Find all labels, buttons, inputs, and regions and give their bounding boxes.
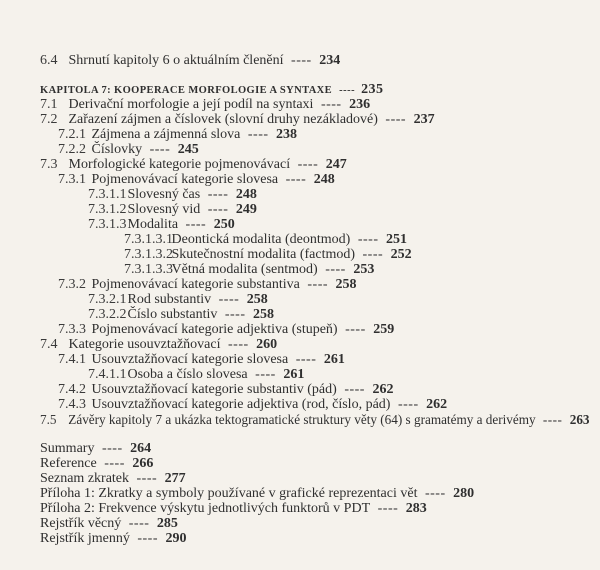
dot-leader: ----: [101, 441, 123, 456]
page-number: 262: [426, 397, 448, 412]
dot-leader: ----: [247, 127, 269, 142]
section-title: Reference: [40, 456, 97, 471]
toc-entry-7-3-1-3: 7.3.1.3 Modalita ---- 250: [88, 217, 235, 232]
toc-entry-7-3: 7.3 Morfologické kategorie pojmenovávací ---- 247: [40, 157, 347, 172]
page-number: 236: [349, 97, 371, 112]
dot-leader: ----: [344, 382, 365, 397]
section-title: Rejstřík věcný: [40, 516, 122, 531]
section-title: Usouvztažňovací kategorie substantiv (pád): [91, 382, 337, 397]
section-title: Deontická modalita (deontmod): [171, 232, 351, 247]
page-number: 263: [569, 412, 590, 427]
section-title: Zařazení zájmen a číslovek (slovní druhy nezákladové): [68, 112, 378, 127]
section-title: Číslovky: [91, 142, 143, 157]
section-title: Větná modalita (sentmod): [171, 262, 318, 277]
dot-leader: ----: [218, 292, 240, 307]
toc-entry-7-4-3: 7.4.3 Usouvztažňovací kategorie adjektiva (rod, číslo, pád) ---- 262: [58, 397, 448, 412]
dot-leader: ----: [291, 53, 312, 68]
dot-leader: ----: [325, 262, 346, 277]
page-number: 258: [246, 292, 268, 307]
page-number: 248: [313, 172, 335, 187]
page-number: 238: [276, 127, 298, 142]
toc-entry-7-2-1: 7.2.1 Zájmena a zájmenná slova ---- 238: [58, 127, 298, 142]
section-title: Pojmenovávací kategorie adjektiva (stupeň): [91, 322, 338, 337]
dot-leader: ----: [128, 516, 150, 531]
toc-entry-7-2: 7.2 Zařazení zájmen a číslovek (slovní druhy nezákladové) ---- 237: [40, 112, 435, 127]
section-title: Skutečnostní modalita (factmod): [171, 247, 356, 262]
dot-leader: ----: [297, 157, 319, 172]
toc-entry-7-3-2-2: 7.3.2.2 Číslo substantiv ---- 258: [88, 307, 275, 322]
toc-entry-6-4: 6.4 Shrnutí kapitoly 6 o aktuálním členění ---- 234: [40, 53, 341, 68]
section-title: Kategorie usouvztažňovací: [68, 337, 221, 352]
toc-entry-7-3-1-3-2: 7.3.1.3.2 Skutečnostní modalita (factmod) ---- 252: [124, 247, 412, 262]
page-number: 285: [156, 516, 178, 531]
page-number: 280: [453, 486, 475, 501]
section-title: Slovesný vid: [127, 202, 201, 217]
page-number: 237: [413, 112, 435, 127]
dot-leader: ----: [185, 217, 207, 232]
page-number: 258: [253, 307, 275, 322]
toc-entry-7-5: 7.5 Závěry kapitoly 7 a ukázka tektogramatické struktury věty (64) s gramatémy a derivémy ---- 263: [40, 412, 590, 427]
section-title: Číslo substantiv: [127, 307, 218, 322]
toc-entry-priloha-2: [40, 501, 427, 517]
page-number: 245: [177, 142, 199, 157]
dot-leader: ----: [224, 307, 246, 322]
page-number: 249: [235, 202, 257, 217]
dot-leader: ----: [357, 232, 379, 247]
toc-entry-7-4-1: 7.4.1 Usouvztažňovací kategorie slovesa ---- 261: [58, 352, 345, 367]
dot-leader: ----: [377, 501, 399, 516]
page-number: 253: [353, 262, 375, 277]
page-number: 261: [283, 367, 305, 382]
dot-leader: ----: [207, 187, 229, 202]
toc-entry-7-4: 7.4 Kategorie usouvztažňovací ---- 260: [40, 337, 278, 352]
page-number: 266: [132, 456, 154, 471]
section-title: Usouvztažňovací kategorie slovesa: [91, 352, 289, 367]
dot-leader: ----: [397, 397, 419, 412]
dot-leader: ----: [345, 322, 366, 337]
toc-entry-priloha-1: [40, 486, 474, 502]
section-title: Rod substantiv: [127, 292, 212, 307]
section-title: Závěry kapitoly 7 a ukázka tektogramatické struktury věty (64) s gramatémy a derivémy: [68, 412, 536, 427]
section-title: Rejstřík jmenný: [40, 531, 130, 546]
toc-entry-7-4-2: 7.4.2 Usouvztažňovací kategorie substantiv (pád) ---- 262: [58, 382, 394, 397]
section-title: Modalita: [127, 217, 179, 232]
page-number: 277: [164, 471, 186, 486]
toc-entry-7-3-1-3-1: 7.3.1.3.1 Deontická modalita (deontmod) ---- 251: [124, 232, 407, 247]
section-title: Usouvztažňovací kategorie adjektiva (rod, číslo, pád): [91, 397, 391, 412]
section-title: Derivační morfologie a její podíl na syntaxi: [68, 97, 314, 112]
toc-entry-7-4-1-1: 7.4.1.1 Osoba a číslo slovesa ---- 261: [88, 367, 305, 382]
toc-entry-7-3-2-1: 7.3.2.1 Rod substantiv ---- 258: [88, 292, 268, 307]
page-number: 235: [361, 82, 384, 97]
dot-leader: ----: [424, 486, 446, 501]
toc-entry-7-3-1: 7.3.1 Pojmenovávací kategorie slovesa ---- 248: [58, 172, 335, 187]
section-title: Shrnutí kapitoly 6 o aktuálním členění: [68, 53, 284, 68]
section-title: Příloha 2: Frekvence výskytu jednotlivých funktorů v PDT: [40, 501, 371, 516]
section-title: Osoba a číslo slovesa: [127, 367, 248, 382]
page-number: 290: [165, 531, 187, 546]
section-title: Seznam zkratek: [40, 471, 130, 486]
page-number: 252: [390, 247, 412, 262]
page-number: 247: [325, 157, 347, 172]
page-number: 262: [372, 382, 394, 397]
dot-leader: ----: [136, 471, 158, 486]
section-title: Příloha 1: Zkratky a symboly používané v grafické reprezentaci vět: [40, 486, 418, 501]
section-title: Summary: [40, 441, 95, 456]
dot-leader: ----: [320, 97, 342, 112]
page-number: 264: [130, 441, 152, 456]
page-number: 250: [213, 217, 235, 232]
toc-entry-summary: [40, 441, 151, 457]
toc-entry-7-3-1-2: 7.3.1.2 Slovesný vid ---- 249: [88, 202, 257, 217]
toc-entry-7-3-1-1: 7.3.1.1 Slovesný čas ---- 248: [88, 187, 257, 202]
dot-leader: ----: [307, 277, 329, 292]
page-number: 248: [235, 187, 257, 202]
dot-leader: ----: [362, 247, 384, 262]
toc-entry-7-3-3: 7.3.3 Pojmenovávací kategorie adjektiva (stupeň) ---- 259: [58, 322, 395, 337]
toc-entry-rejstrik-jmenny: [40, 531, 186, 547]
dot-leader: ----: [339, 85, 356, 96]
toc-entry-reference: [40, 456, 153, 472]
section-title: Slovesný čas: [127, 187, 201, 202]
page-number: 258: [335, 277, 357, 292]
section-title: Morfologické kategorie pojmenovávací: [68, 157, 291, 172]
dot-leader: ----: [385, 112, 407, 127]
dot-leader: ----: [104, 456, 125, 471]
dot-leader: ----: [285, 172, 307, 187]
toc-entry-7-3-2: 7.3.2 Pojmenovávací kategorie substantiva ---- 258: [58, 277, 357, 292]
toc-entry-7-3-1-3-3: 7.3.1.3.3 Větná modalita (sentmod) ---- 253: [124, 262, 375, 277]
toc-entry-7-2-2: 7.2.2 Číslovky ---- 245: [58, 142, 199, 157]
toc-entry-7-1: 7.1 Derivační morfologie a její podíl na syntaxi ---- 236: [40, 97, 371, 112]
dot-leader: ----: [295, 352, 317, 367]
section-title: Pojmenovávací kategorie substantiva: [91, 277, 300, 292]
dot-leader: ----: [542, 412, 563, 427]
page-number: 251: [386, 232, 407, 247]
page-number: 260: [256, 337, 278, 352]
page-number: 234: [319, 53, 341, 68]
chapter-title: KAPITOLA 7: KOOPERACE MORFOLOGIE A SYNTAXE: [40, 85, 333, 96]
section-title: Zájmena a zájmenná slova: [91, 127, 241, 142]
toc-entry-rejstrik-vecny: [40, 516, 178, 532]
page-number: 259: [373, 322, 395, 337]
dot-leader: ----: [137, 531, 158, 546]
dot-leader: ----: [255, 367, 276, 382]
page-number: 283: [405, 501, 427, 516]
dot-leader: ----: [228, 337, 249, 352]
dot-leader: ----: [207, 202, 229, 217]
page-number: 261: [323, 352, 345, 367]
toc-entry-seznam-zkratek: [40, 471, 186, 487]
section-title: Pojmenovávací kategorie slovesa: [91, 172, 279, 187]
dot-leader: ----: [149, 142, 171, 157]
